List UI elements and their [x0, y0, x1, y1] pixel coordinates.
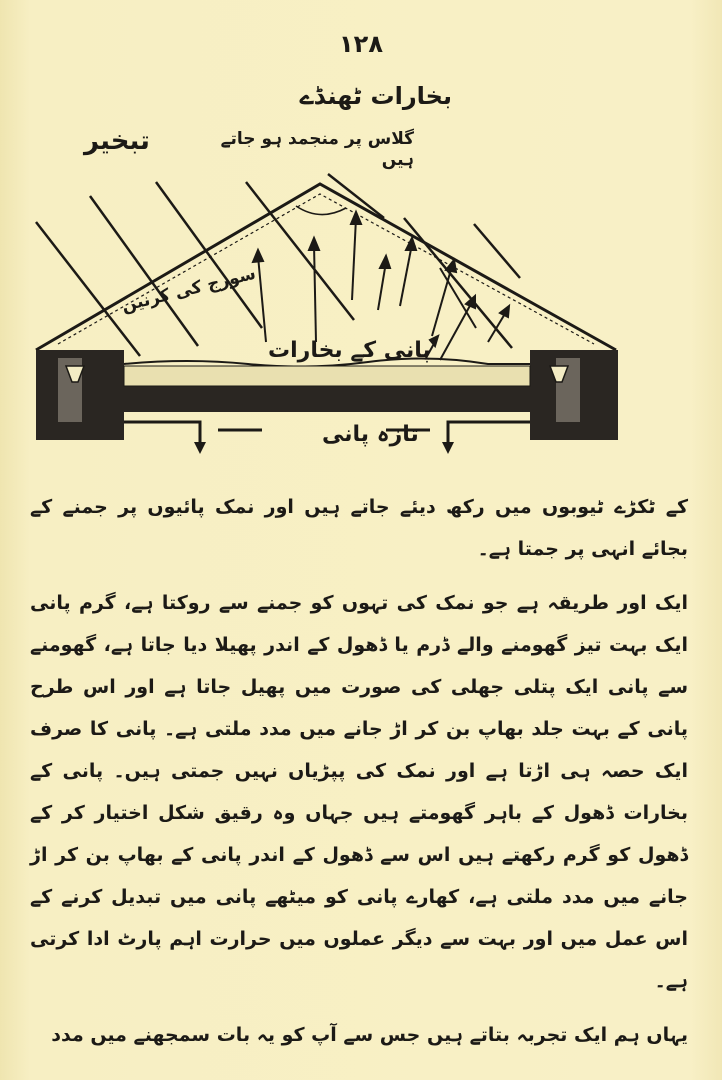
label-water-vapor: پانی کے بخارات — [268, 338, 431, 363]
label-solar-still: تبخیر — [84, 126, 150, 156]
paragraph: کے ٹکڑے ٹیوبوں میں رکھ دیئے جاتے ہیں اور نمک پائیوں پر جمنے کے بجائے انہی پر جمتا ہے۔ — [30, 496, 688, 560]
figure-caption-subtitle: گلاس پر منجمد ہو جاتے ہیں — [220, 129, 414, 170]
sun-ray — [474, 224, 520, 278]
label-fresh-water: تازہ پانی — [322, 422, 419, 447]
sun-rays — [36, 174, 520, 356]
figure-caption-title: بخارات ٹھنڈے — [299, 82, 452, 110]
paragraph: یہاں ہم ایک تجربہ بتاتے ہیں جس سے آپ کو یہ بات سمجھنے میں مدد — [51, 1024, 688, 1046]
solar-still-diagram — [28, 160, 638, 460]
label-sun-rays: سورج کی کرنیں — [119, 263, 258, 317]
glass-roof — [36, 184, 616, 350]
page-number: ۱۲۸ — [339, 30, 383, 58]
sun-ray — [156, 182, 262, 328]
body-text — [30, 486, 688, 1056]
paragraph: ایک اور طریقہ ہے جو نمک کی تہوں کو جمنے سے روکتا ہے، گرم پانی ایک بہت تیز گھومنے والے ڈرم یا ڈھول کے اندر پھیلا دیا جاتا ہے، گھومنے سے پانی ایک پتلی جھلی کی صورت میں پھیل جاتا ہے اور اس طرح پانی کے بہت جلد بھاپ بن کر اڑ جانے میں مدد ملتی ہے۔ پانی کا صرف ایک حصہ ہی اڑتا ہے اور نمک کی پپڑیاں نہیں جمتی ہیں۔ پانی کے بخارات ڈھول کے باہر گھومتے ہیں جہاں وہ رقیق شکل اختیار کر کے ڈھول کو گرم رکھتے ہیں اس سے ڈھول کے اندر پانی کے بھاپ بن کر اڑ جانے میں مدد ملتی ہے، کھارے پانی کو میٹھے پانی میں تبدیل کرنے کے اس عمل میں اور بہت سے دیگر عملوں میں حرارت اہم پارٹ ادا کرتی ہے۔ — [30, 592, 688, 992]
